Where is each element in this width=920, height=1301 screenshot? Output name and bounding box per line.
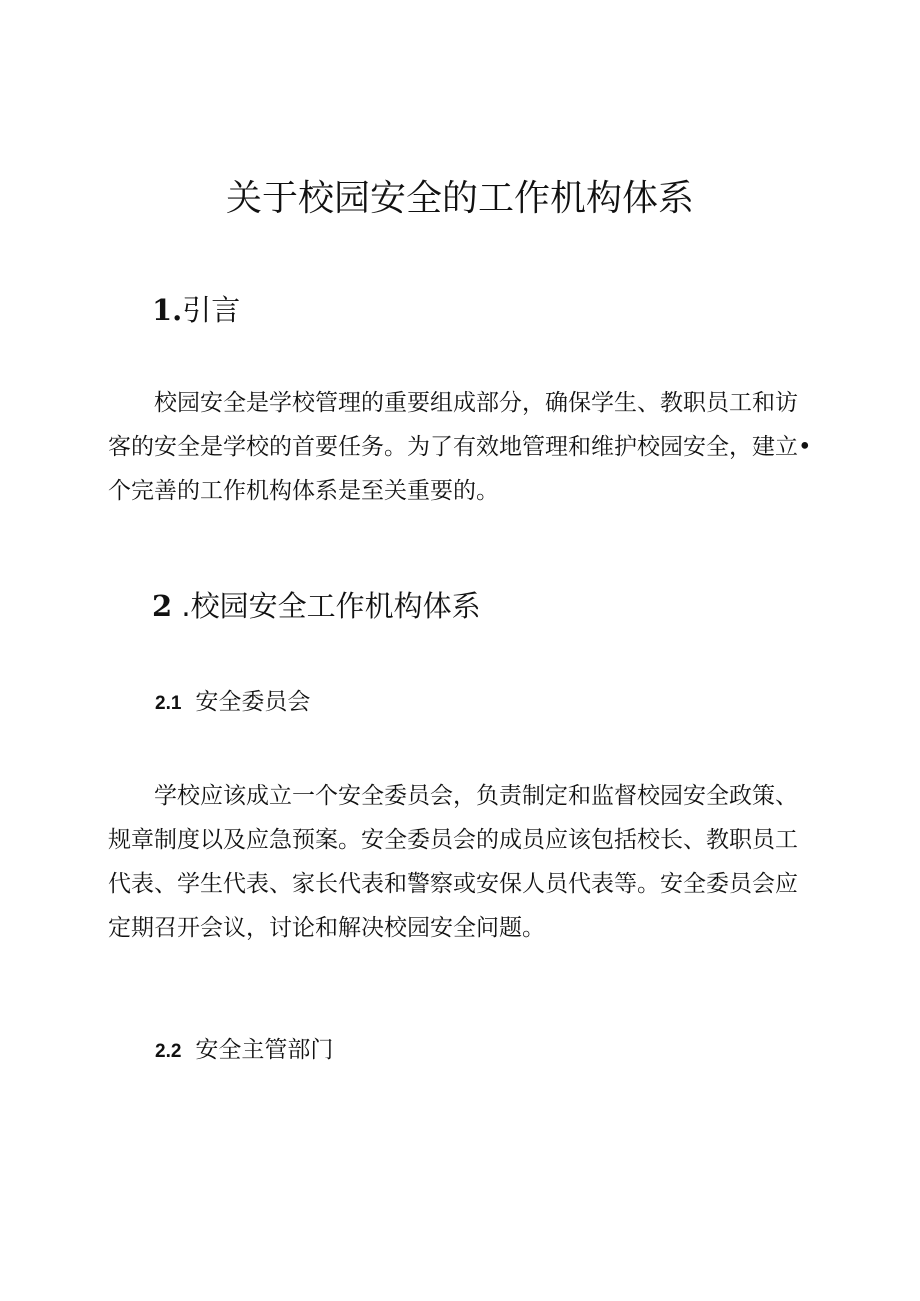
paragraph-line: 客的安全是学校的首要任务。为了有效地管理和维护校园安全，建立• (108, 434, 812, 460)
paragraph-line: 代表、学生代表、家长代表和警察或安保人员代表等。安全委员会应 (108, 871, 798, 897)
subsection-2-1-title: 安全委员会 (195, 689, 311, 715)
subsection-2-1-heading (155, 686, 310, 720)
subsection-2-2-number: 2.2 (155, 1041, 182, 1062)
section-2-title: .校园安全工作机构体系 (172, 589, 481, 623)
subsection-2-2-title: 安全主管部门 (195, 1037, 334, 1063)
subsection-2-2-heading (155, 1034, 333, 1068)
section-1-title: 引言 (182, 293, 241, 327)
section-1-paragraph (108, 381, 812, 513)
section-2-heading (152, 586, 481, 626)
document-title: 关于校园安全的工作机构体系 (225, 178, 694, 219)
paragraph-line: 定期召开会议，讨论和解决校园安全问题。 (108, 915, 545, 941)
section-1-number: 1. (152, 293, 183, 327)
section-1-heading (152, 290, 240, 330)
paragraph-line: 学校应该成立一个安全委员会，负责制定和监督校园安全政策、 (154, 783, 798, 809)
subsection-2-1-number: 2.1 (155, 693, 182, 714)
paragraph-line: 规章制度以及应急预案。安全委员会的成员应该包括校长、教职员工 (108, 827, 798, 853)
subsection-2-1-paragraph (108, 774, 808, 950)
section-2-number: 2 (152, 589, 173, 623)
paragraph-line: 个完善的工作机构体系是至关重要的。 (108, 478, 499, 504)
paragraph-line: 校园安全是学校管理的重要组成部分，确保学生、教职员工和访 (154, 390, 798, 416)
